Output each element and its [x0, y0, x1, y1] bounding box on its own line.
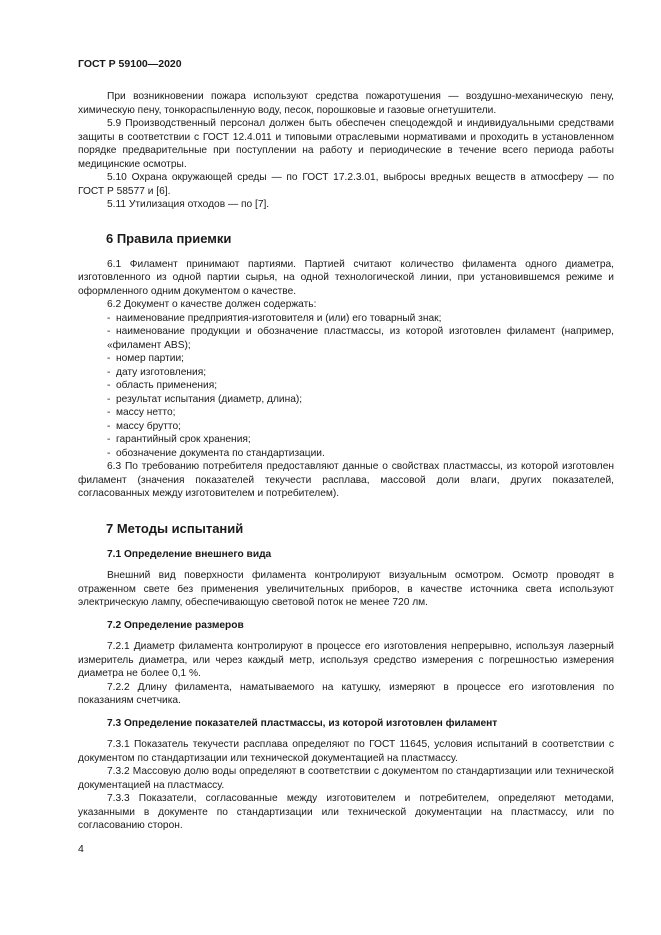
paragraph-5-10: 5.10 Охрана окружающей среды — по ГОСТ 17.2.3.01, выбросы вредных веществ в атмосферу — по ГОСТ Р 58577 и [6].: [78, 172, 614, 197]
subsection-7-2-heading: 7.2 Определение размеров: [107, 619, 244, 631]
list-item: - обозначение документа по стандартизации.: [107, 447, 325, 459]
section-7-heading: 7 Методы испытаний: [106, 520, 244, 536]
paragraph-6-3: 6.3 По требованию потребителя предоставляют данные о свойствах пластмассы, из которой изготовлен филамент (значения показателей текучести расплава, массовой доли влаги, других показателей, согласованных между изготовителем и потребителем).: [78, 461, 614, 499]
list-item: - гарантийный срок хранения;: [107, 434, 251, 445]
list-item: - наименование продукции и обозначение пластмассы, из которой изготовлен филамент (например, «филамент ABS);: [107, 326, 614, 351]
list-item: - результат испытания (диаметр, длина);: [107, 393, 303, 405]
subsection-7-3-heading: 7.3 Определение показателей пластмассы, из которой изготовлен филамент: [107, 717, 498, 729]
paragraph-7-1: Внешний вид поверхности филамента контролируют визуальным осмотром. Осмотр проводят в отраженном свете без применения увеличительных приборов, в качестве источника света используют электрическую лампу, обеспечивающую световой поток не менее 720 лм.: [78, 570, 614, 608]
list-item: - область применения;: [107, 380, 218, 391]
list-item: - дату изготовления;: [107, 366, 207, 378]
page-content: [78, 90, 614, 833]
section-6-heading: 6 Правила приемки: [106, 230, 232, 246]
paragraph-7-3-1: 7.3.1 Показатель текучести расплава определяют по ГОСТ 11645, условия испытаний в соответствии с документом по стандартизации или технической документацией на пластмассу.: [78, 739, 614, 764]
paragraph-7-2-1: 7.2.1 Диаметр филамента контролируют в процессе его изготовления непрерывно, используя лазерный измеритель диаметра, или через каждый метр, используя средство измерения с погрешностью измерения диаметра не более 0,1 %.: [78, 641, 614, 679]
paragraph-fire-extinguishing: При возникновении пожара используют средства пожаротушения — воздушно-механическую пену, химическую пену, тонкораспыленную воду, песок, порошковые и газовые огнетушители.: [78, 91, 614, 116]
page-number: 4: [78, 843, 84, 855]
paragraph-6-2: 6.2 Документ о качестве должен содержать:: [107, 299, 317, 310]
list-item: - массу брутто;: [107, 420, 181, 432]
document-code-header: ГОСТ Р 59100—2020: [78, 58, 182, 70]
paragraph-7-3-2: 7.3.2 Массовую долю воды определяют в соответствии с документом по стандартизации или технической документацией на пластмассу.: [78, 766, 614, 791]
list-item: - массу нетто;: [107, 407, 176, 418]
paragraph-5-11: 5.11 Утилизация отходов — по [7].: [107, 199, 270, 210]
paragraph-7-2-2: 7.2.2 Длину филамента, наматываемого на катушку, измеряют в процессе его изготовления по показаниям счетчика.: [78, 681, 614, 706]
subsection-7-1-heading: 7.1 Определение внешнего вида: [107, 548, 272, 560]
paragraph-6-1: 6.1 Филамент принимают партиями. Партией считают количество филамента одного диаметра, изготовленного из одной партии сырья, на одной технологической линии, при установившемся режиме и оформленного одним документом о качестве.: [78, 258, 614, 297]
paragraph-5-9: 5.9 Производственный персонал должен быть обеспечен спецодеждой и индивидуальными средствами защиты в соответствии с ГОСТ 12.4.011 и типовыми отраслевыми нормативами и проходить в установленном порядке предварительные при поступлении на работу и периодические в течение всего периода работы медицинские осмотры.: [78, 118, 614, 170]
paragraph-7-3-3: 7.3.3 Показатели, согласованные между изготовителем и потребителем, определяют методами, указанными в документе по стандартизации или технической документации на пластмассу, или по согласованию сторон.: [78, 793, 614, 831]
list-item: - наименование предприятия-изготовителя и (или) его товарный знак;: [107, 312, 442, 324]
list-item: - номер партии;: [107, 353, 184, 364]
